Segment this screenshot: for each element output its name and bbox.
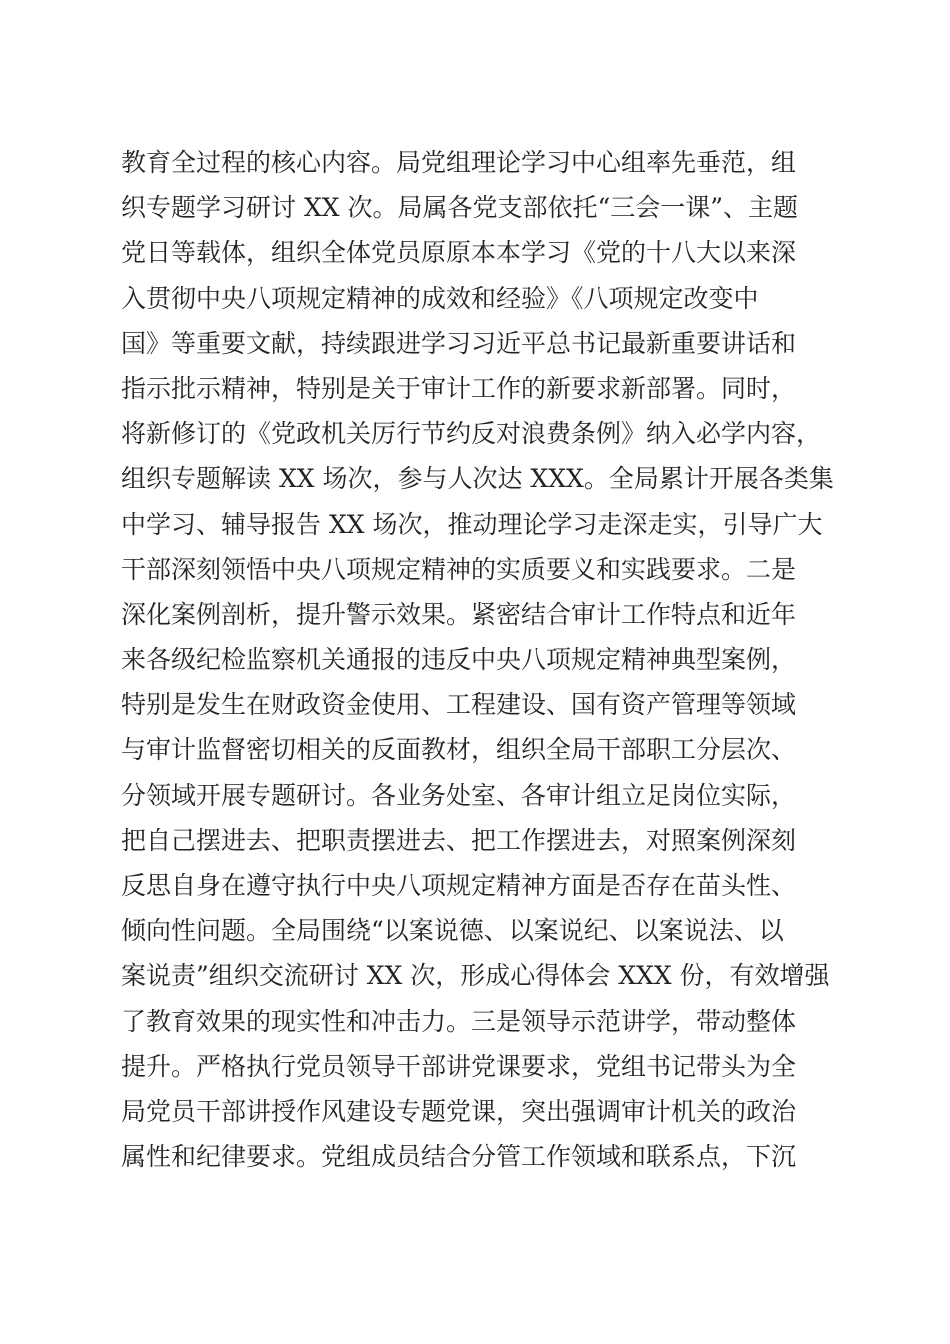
body-text — [121, 140, 834, 1179]
text-line: 将新修订的《党政机关厉行节约反对浪费条例》纳入必学内容， — [121, 419, 822, 449]
text-line: 局党员干部讲授作风建设专题党课，突出强调审计机关的政治 — [121, 1096, 797, 1126]
text-line: 分领域开展专题研讨。各业务处室、各审计组立足岗位实际， — [121, 780, 797, 810]
text-line: 倾向性问题。全局围绕“以案说德、以案说纪、以案说法、以 — [121, 916, 784, 946]
text-line: 与审计监督密切相关的反面教材，组织全局干部职工分层次、 — [121, 735, 797, 765]
text-line: 干部深刻领悟中央八项规定精神的实质要义和实践要求。二是 — [121, 554, 797, 584]
text-line: 入贯彻中央八项规定精神的成效和经验》《八项规定改变中 — [121, 283, 759, 313]
text-line: 提升。严格执行党员领导干部讲党课要求，党组书记带头为全 — [121, 1051, 797, 1081]
text-line: 织专题学习研讨 XX 次。局属各党支部依托“三会一课”、主题 — [121, 193, 799, 223]
text-line: 组织专题解读 XX 场次，参与人次达 XXX。全局累计开展各类集 — [121, 464, 834, 494]
text-line: 案说责”组织交流研讨 XX 次，形成心得体会 XXX 份，有效增强 — [121, 961, 830, 991]
text-line: 教育全过程的核心内容。局党组理论学习中心组率先垂范，组 — [121, 148, 797, 177]
text-line: 中学习、辅导报告 XX 场次，推动理论学习走深走实，引导广大 — [121, 509, 823, 539]
text-line: 来各级纪检监察机关通报的违反中央八项规定精神典型案例， — [121, 645, 797, 675]
text-line: 把自己摆进去、把职责摆进去、把工作摆进去，对照案例深刻 — [121, 825, 797, 855]
text-line: 国》等重要文献，持续跟进学习习近平总书记最新重要讲话和 — [121, 328, 797, 358]
text-line: 指示批示精神，特别是关于审计工作的新要求新部署。同时， — [121, 373, 797, 403]
text-line: 党日等载体，组织全体党员原原本本学习《党的十八大以来深 — [121, 238, 797, 268]
text-line: 特别是发生在财政资金使用、工程建设、国有资产管理等领域 — [121, 690, 797, 720]
text-line: 属性和纪律要求。党组成员结合分管工作领域和联系点，下沉 — [121, 1142, 797, 1172]
text-line: 深化案例剖析，提升警示效果。紧密结合审计工作特点和近年 — [121, 599, 797, 629]
text-line: 了教育效果的现实性和冲击力。三是领导示范讲学，带动整体 — [121, 1006, 797, 1036]
text-line: 反思自身在遵守执行中央八项规定精神方面是否存在苗头性、 — [121, 871, 797, 900]
